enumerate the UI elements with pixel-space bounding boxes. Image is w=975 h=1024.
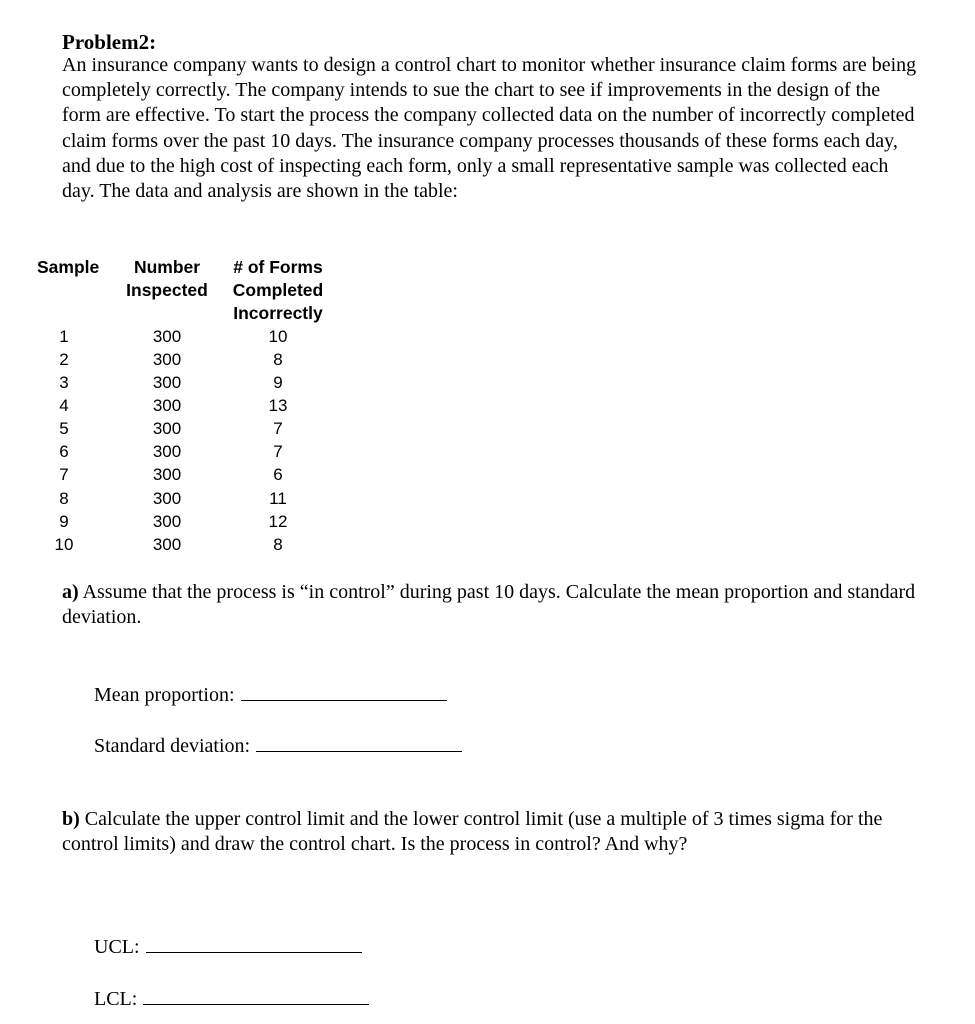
cell-sample: 4	[59, 396, 69, 415]
ucl-label: UCL:	[94, 936, 140, 958]
header-sample: Sample	[37, 257, 100, 277]
part-a-label: a)	[62, 581, 79, 603]
cell-sample: 6	[59, 442, 69, 461]
header-number-line1: Number	[133, 257, 201, 277]
cell-incorrect: 7	[273, 419, 283, 438]
cell-incorrect: 8	[273, 535, 283, 554]
cell-incorrect: 9	[273, 373, 283, 392]
cell-incorrect: 12	[268, 512, 288, 531]
header-number-inspected	[124, 256, 210, 302]
cell-incorrect: 6	[273, 465, 283, 484]
cell-inspected: 300	[152, 373, 182, 392]
lcl-row	[94, 985, 369, 1012]
mean-proportion-row	[94, 681, 447, 708]
lcl-answer-blank[interactable]	[143, 985, 369, 1005]
standard-deviation-row	[94, 732, 462, 759]
header-number-line2: Inspected	[126, 280, 208, 300]
cell-incorrect: 11	[269, 489, 287, 508]
part-b-text: Calculate the upper control limit and the lower control limit (use a multiple of 3 times sigma for the control limits) and draw the control chart. Is the process in control? And why?	[62, 808, 883, 855]
ucl-row	[94, 933, 362, 960]
part-b-label: b)	[62, 808, 80, 830]
cell-inspected: 300	[152, 465, 182, 484]
cell-inspected: 300	[152, 327, 182, 346]
cell-inspected: 300	[152, 512, 182, 531]
part-a-question	[62, 580, 922, 630]
cell-sample: 3	[59, 373, 69, 392]
header-forms-line2: Completed	[232, 280, 324, 300]
cell-incorrect: 10	[268, 327, 288, 346]
cell-sample: 9	[59, 512, 69, 531]
cell-inspected: 300	[152, 489, 182, 508]
cell-sample: 2	[59, 350, 69, 369]
cell-sample: 10	[54, 535, 74, 554]
cell-sample: 7	[59, 465, 69, 484]
mean-proportion-label: Mean proportion:	[94, 684, 235, 706]
header-forms-incorrect	[226, 256, 330, 325]
cell-incorrect: 13	[268, 396, 288, 415]
problem-description: An insurance company wants to design a control chart to monitor whether insurance claim forms are being completely correctly. The company intends to sue the chart to see if improvements in the design of the form are effective. To start the process the company collected data on the number of incorrectly completed claim forms over the past 10 days. The insurance company processes thousands of these forms each day, and due to the high cost of inspecting each form, only a small representative sample was collected each day. The data and analysis are shown in the table:	[62, 54, 917, 203]
header-forms-line3: Incorrectly	[233, 303, 323, 323]
cell-inspected: 300	[152, 419, 182, 438]
standard-deviation-answer-blank[interactable]	[256, 732, 462, 752]
cell-sample: 8	[59, 489, 69, 508]
cell-sample: 1	[59, 327, 69, 346]
cell-inspected: 300	[152, 442, 182, 461]
ucl-answer-blank[interactable]	[146, 933, 362, 953]
lcl-label: LCL:	[94, 988, 138, 1010]
part-b-question	[62, 807, 922, 857]
cell-inspected: 300	[152, 396, 182, 415]
cell-incorrect: 7	[273, 442, 283, 461]
cell-inspected: 300	[152, 350, 182, 369]
header-forms-line1: # of Forms	[233, 257, 323, 277]
cell-inspected: 300	[152, 535, 182, 554]
part-a-text: Assume that the process is “in control” during past 10 days. Calculate the mean proportion and standard deviation.	[62, 581, 916, 628]
cell-incorrect: 8	[273, 350, 283, 369]
problem-title: Problem2:	[62, 30, 157, 54]
mean-proportion-answer-blank[interactable]	[241, 681, 447, 701]
standard-deviation-label: Standard deviation:	[94, 735, 251, 757]
cell-sample: 5	[59, 419, 69, 438]
